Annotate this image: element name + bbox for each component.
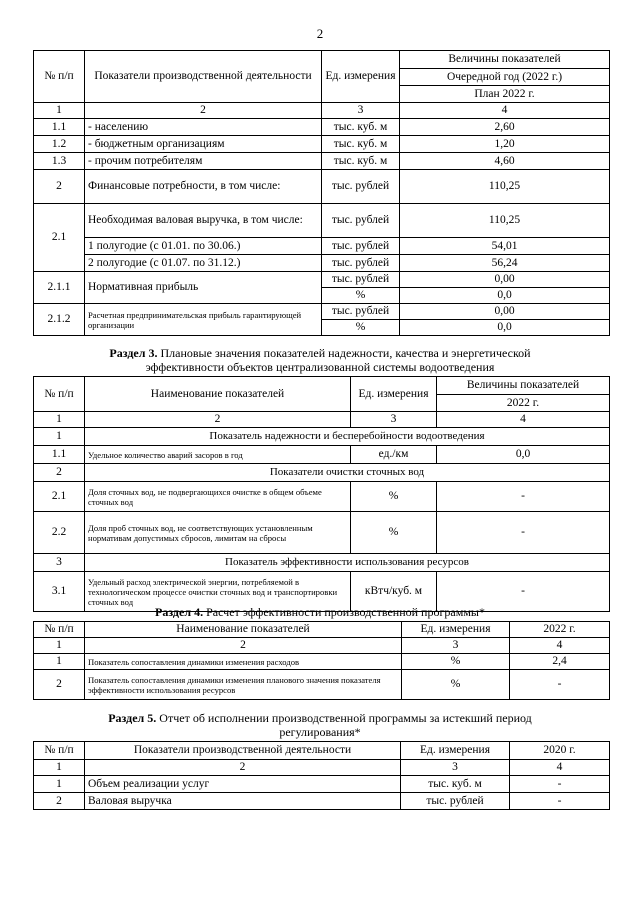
- header-name: Наименование показателей: [85, 377, 351, 412]
- header-num: № п/п: [34, 51, 85, 103]
- header-name: Показатели производственной деятельности: [85, 742, 401, 760]
- row-value: 4,60: [400, 153, 610, 170]
- row-unit: ед./км: [351, 446, 437, 464]
- row-unit: %: [351, 482, 437, 512]
- row-name: - населению: [85, 119, 322, 136]
- production-indicators-table: [33, 50, 610, 336]
- colnum: 1: [34, 638, 85, 654]
- row-unit: тыс. рублей: [322, 255, 400, 272]
- row-num: 3: [34, 554, 85, 572]
- row-value: -: [437, 572, 610, 612]
- table-row: [34, 170, 610, 204]
- colnum: 1: [34, 103, 85, 119]
- colnum: 3: [322, 103, 400, 119]
- section5-heading: [0, 711, 640, 739]
- table-row: [34, 793, 610, 810]
- row-num: 2.1: [34, 204, 85, 272]
- row-unit: тыс. рублей: [401, 793, 510, 810]
- row-name: Показатель сопоставления динамики изменения планового значения показателя эффективности использования ресурсов: [85, 670, 402, 700]
- row-name: Расчетная предпринимательская прибыль гарантирующей организации: [85, 304, 322, 336]
- row-name: Финансовые потребности, в том числе:: [85, 170, 322, 204]
- section4-heading: [0, 605, 640, 619]
- table-row: [34, 446, 610, 464]
- row-unit: тыс. рублей: [322, 238, 400, 255]
- header-values: Величины показателей: [437, 377, 610, 395]
- colnum: 3: [351, 412, 437, 428]
- section5-title-line2: регулирования*: [279, 725, 361, 739]
- row-value: 110,25: [400, 204, 610, 238]
- row-value: 54,01: [400, 238, 610, 255]
- row-unit: тыс. рублей: [322, 304, 400, 320]
- header-name: Показатели производственной деятельности: [85, 51, 322, 103]
- row-num: 2: [34, 793, 85, 810]
- table-row: [34, 304, 610, 320]
- row-name: Доля проб сточных вод, не соответствующих установленным нормативам допустимых сбросов, лимитам на сбросы: [85, 512, 351, 554]
- row-value: 2,60: [400, 119, 610, 136]
- group-row: [34, 554, 610, 572]
- row-name: Показатель сопоставления динамики изменения расходов: [85, 654, 402, 670]
- row-num: 3.1: [34, 572, 85, 612]
- colnum: 2: [85, 412, 351, 428]
- row-value: 1,20: [400, 136, 610, 153]
- row-unit: кВтч/куб. м: [351, 572, 437, 612]
- table-row: [34, 238, 610, 255]
- row-name: 2 полугодие (с 01.07. по 31.12.): [85, 255, 322, 272]
- header-name: Наименование показателей: [85, 622, 402, 638]
- row-name: - бюджетным организациям: [85, 136, 322, 153]
- row-num: 1.1: [34, 119, 85, 136]
- row-unit: тыс. куб. м: [322, 136, 400, 153]
- group-title: Показатель надежности и бесперебойности водоотведения: [85, 428, 610, 446]
- row-value: -: [437, 512, 610, 554]
- table-row: [34, 654, 610, 670]
- row-unit: тыс. рублей: [322, 204, 400, 238]
- section4-title-bold: Раздел 4.: [155, 605, 204, 619]
- row-unit: тыс. куб. м: [401, 776, 510, 793]
- header-year: 2020 г.: [510, 742, 610, 760]
- section5-title-bold: Раздел 5.: [108, 711, 157, 725]
- header-num: № п/п: [34, 622, 85, 638]
- group-row: [34, 464, 610, 482]
- row-name: - прочим потребителям: [85, 153, 322, 170]
- row-value: 0,00: [400, 272, 610, 288]
- row-unit: тыс. куб. м: [322, 119, 400, 136]
- group-title: Показатель эффективности использования ресурсов: [85, 554, 610, 572]
- table-row: [34, 153, 610, 170]
- header-values: Величины показателей: [400, 51, 610, 69]
- row-value: 110,25: [400, 170, 610, 204]
- row-value: -: [437, 482, 610, 512]
- row-value: 0,0: [400, 320, 610, 336]
- row-num: 2: [34, 464, 85, 482]
- section3-title-line1: Плановые значения показателей надежности, качества и энергетической: [160, 346, 531, 360]
- header-unit: Ед. измерения: [401, 742, 510, 760]
- colnum: 4: [437, 412, 610, 428]
- row-unit: %: [322, 320, 400, 336]
- table-row: [34, 255, 610, 272]
- row-unit: %: [351, 512, 437, 554]
- table-row: [34, 136, 610, 153]
- row-num: 1.2: [34, 136, 85, 153]
- section3-title-bold: Раздел 3.: [109, 346, 158, 360]
- row-unit: %: [402, 670, 510, 700]
- header-year: 2022 г.: [437, 395, 610, 412]
- header-unit: Ед. измерения: [402, 622, 510, 638]
- row-unit: тыс. рублей: [322, 272, 400, 288]
- row-unit: тыс. куб. м: [322, 153, 400, 170]
- header-unit: Ед. измерения: [322, 51, 400, 103]
- row-value: 0,00: [400, 304, 610, 320]
- row-num: 2.1: [34, 482, 85, 512]
- header-plan: План 2022 г.: [400, 86, 610, 103]
- header-num: № п/п: [34, 377, 85, 412]
- colnum: 2: [85, 103, 322, 119]
- group-row: [34, 428, 610, 446]
- colnum: 4: [510, 760, 610, 776]
- section3-title-line2: эффективности объектов централизованной системы водоотведения: [145, 360, 495, 374]
- colnum: 3: [401, 760, 510, 776]
- row-name: Доля сточных вод, не подвергающихся очистке в общем объеме сточных вод: [85, 482, 351, 512]
- row-value: -: [510, 776, 610, 793]
- row-name: Объем реализации услуг: [85, 776, 401, 793]
- colnum: 3: [402, 638, 510, 654]
- colnum: 2: [85, 638, 402, 654]
- section4-title-rest: Расчет эффективности производственной программы*: [206, 605, 485, 619]
- row-value: -: [510, 670, 610, 700]
- row-value: 56,24: [400, 255, 610, 272]
- header-unit: Ед. измерения: [351, 377, 437, 412]
- table-row: [34, 512, 610, 554]
- row-num: 2: [34, 170, 85, 204]
- row-num: 2.1.1: [34, 272, 85, 304]
- row-num: 1.3: [34, 153, 85, 170]
- row-num: 1: [34, 654, 85, 670]
- row-num: 1: [34, 428, 85, 446]
- row-unit: %: [402, 654, 510, 670]
- row-unit: %: [322, 288, 400, 304]
- row-value: 0,0: [437, 446, 610, 464]
- section3-heading: [0, 346, 640, 374]
- table-row: [34, 776, 610, 793]
- colnum: 1: [34, 760, 85, 776]
- reliability-indicators-table: [33, 376, 610, 612]
- row-value: 2,4: [510, 654, 610, 670]
- page-number: 2: [316, 26, 324, 41]
- row-name: Удельный расход электрической энергии, потребляемой в технологическом процессе очистки сточных вод и транспортировки сточных вод: [85, 572, 351, 612]
- row-num: 2: [34, 670, 85, 700]
- colnum: 1: [34, 412, 85, 428]
- efficiency-table: [33, 621, 610, 700]
- table-row: [34, 119, 610, 136]
- row-num: 2.2: [34, 512, 85, 554]
- table-row: [34, 204, 610, 238]
- row-num: 1: [34, 776, 85, 793]
- row-value: 0,0: [400, 288, 610, 304]
- row-unit: тыс. рублей: [322, 170, 400, 204]
- table-row: [34, 670, 610, 700]
- row-name: Валовая выручка: [85, 793, 401, 810]
- colnum: 4: [510, 638, 610, 654]
- colnum: 2: [85, 760, 401, 776]
- row-num: 2.1.2: [34, 304, 85, 336]
- section5-title-line1: Отчет об исполнении производственной программы за истекший период: [159, 711, 532, 725]
- row-name: Удельное количество аварий засоров в год: [85, 446, 351, 464]
- header-num: № п/п: [34, 742, 85, 760]
- row-name: 1 полугодие (с 01.01. по 30.06.): [85, 238, 322, 255]
- colnum: 4: [400, 103, 610, 119]
- table-row: [34, 482, 610, 512]
- row-num: 1.1: [34, 446, 85, 464]
- group-title: Показатели очистки сточных вод: [85, 464, 610, 482]
- row-name: Нормативная прибыль: [85, 272, 322, 304]
- table-row: [34, 272, 610, 288]
- header-year: Очередной год (2022 г.): [400, 69, 610, 86]
- header-year: 2022 г.: [510, 622, 610, 638]
- row-value: -: [510, 793, 610, 810]
- report-table: [33, 741, 610, 810]
- row-name: Необходимая валовая выручка, в том числе:: [85, 204, 322, 238]
